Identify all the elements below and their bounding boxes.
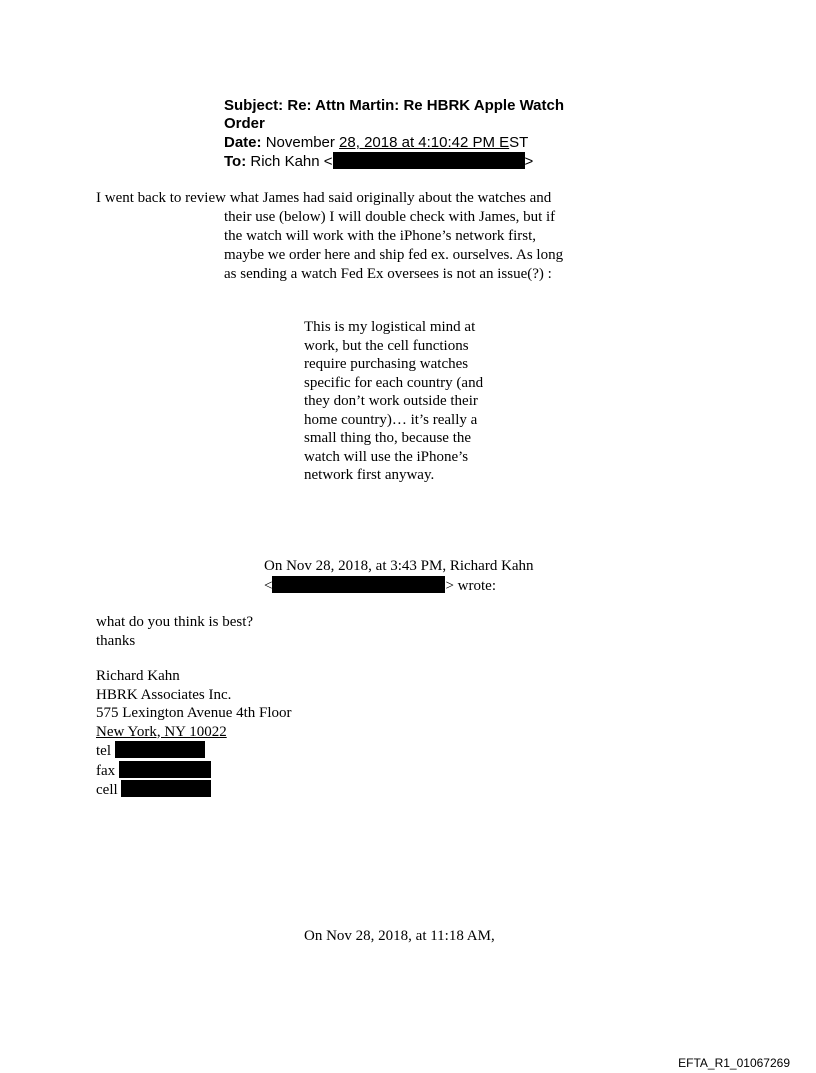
redaction-box [333,152,525,169]
fax-label: fax [96,762,116,779]
redaction-box [121,780,211,797]
message-line: thanks [96,633,136,649]
reply1-open: < [264,578,273,594]
quote-line: network first anyway. [304,467,435,483]
para1-body [224,208,563,284]
sig-fax [96,761,292,781]
quote-line: small thing tho, because the [304,430,472,446]
para1-line: their use (below) I will double check with James, but if [224,209,556,225]
cell-label: cell [96,782,118,798]
document-id: EFTA_R1_01067269 [678,1056,790,1070]
subject-line [224,97,564,115]
subject-label: Subject: [224,97,284,114]
to-close: > [524,153,534,170]
subject-line-2 [224,115,265,133]
sig-tel [96,741,292,761]
date-line [224,134,528,152]
para1-first-line: I went back to review what James had said originally about the watches and [96,190,552,206]
reply1-close: > wrote: [445,578,496,594]
to-label: To: [224,153,247,170]
message-body [96,613,253,651]
sig-city: New York, NY 10022 [96,723,227,740]
date-value-c: ST [509,134,529,151]
subject-text-2: Order [224,115,265,132]
sig-address: 575 Lexington Avenue 4th Floor [96,705,292,721]
redaction-box [272,576,445,593]
reply1-line-2 [264,576,534,596]
reply-header-2: On Nov 28, 2018, at 11:18 AM, [304,928,495,944]
redaction-box [119,761,211,778]
quote-line: require purchasing watches [304,356,469,372]
to-line [224,152,533,171]
quote-line: This is my logistical mind at [304,319,476,335]
tel-label: tel [96,743,111,759]
reply-header-1 [264,557,534,596]
quote-line: they don’t work outside their [304,393,478,409]
date-value-b: 28, 2018 at 4:10:42 PM E [339,134,510,151]
quote-line: home country)… it’s really a [304,411,478,428]
message-line: what do you think is best? [96,614,254,630]
quote-line: watch will use the iPhone’s [304,448,469,465]
sig-company: HBRK Associates Inc. [96,686,232,703]
quoted-block [304,318,483,485]
subject-text: Re: Attn Martin: Re HBRK Apple Watch [287,97,565,114]
date-value-a: November [265,134,340,151]
sig-cell [96,780,292,800]
quote-line: specific for each country (and [304,374,484,391]
sig-name: Richard Kahn [96,668,180,684]
quote-line: work, but the cell functions [304,337,469,354]
date-label: Date: [224,134,262,151]
redaction-box [115,741,205,758]
para1-line: as sending a watch Fed Ex oversees is not an issue(?) : [224,266,552,282]
para1-line: the watch will work with the iPhone’s network first, [224,228,537,244]
to-value: Rich Kahn < [250,153,333,170]
reply1-line: On Nov 28, 2018, at 3:43 PM, Richard Kahn [264,558,534,574]
para1-line: maybe we order here and ship fed ex. ourselves. As long [224,247,564,263]
signature-block [96,667,292,800]
